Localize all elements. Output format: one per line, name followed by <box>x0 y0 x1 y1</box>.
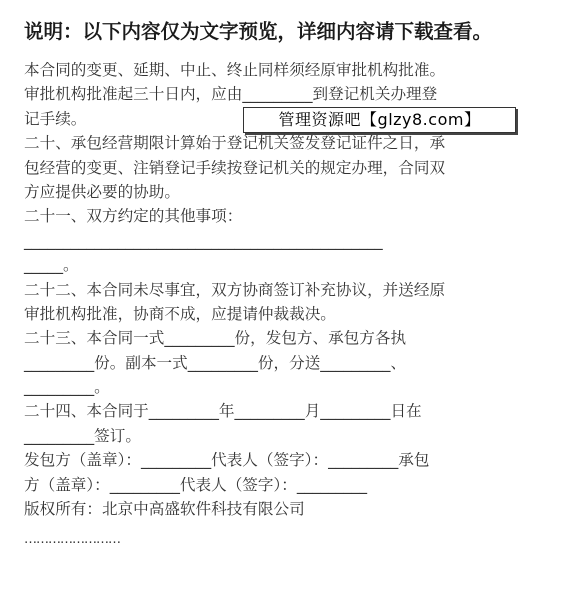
clause-20-line-3: 方应提供必要的协助。 <box>24 182 180 201</box>
clause-24-line-2: _________签订。 <box>24 426 141 445</box>
clause-20-line-1: 二十、承包经营期限计算始于登记机关签发登记证件之日，承 <box>24 134 446 153</box>
clause-24-line-1: 二十四、本合同于_________年_________月_________日在 <box>24 402 422 421</box>
site-watermark: 管理资源吧【glzy8.com】 <box>243 107 516 133</box>
clause-19-line-2: 审批机构批准起三十日内，应由_________到登记机关办理登 <box>24 85 438 104</box>
clause-20-line-2: 包经营的变更、注销登记手续按登记机关的规定办理，合同双 <box>24 158 446 177</box>
clause-21-blank-end: _____。 <box>24 256 79 275</box>
ellipsis-dots: …………………… <box>24 532 120 547</box>
clause-23-line-2: _________份。副本一式_________份，分送_________、 <box>24 353 407 372</box>
clause-23-line-1: 二十三、本合同一式_________份，发包方、承包方各执 <box>24 329 407 348</box>
clause-21-blank-line: ______________________________________________ <box>24 231 383 250</box>
clause-22-line-1: 二十二、本合同未尽事宜，双方协商签订补充协议，并送经原 <box>24 280 446 299</box>
clause-22-line-2: 审批机构批准，协商不成，应提请仲裁裁决。 <box>24 304 336 323</box>
preview-notice: 说明：以下内容仅为文字预览，详细内容请下载查看。 <box>24 20 493 43</box>
clause-19-line-1: 本合同的变更、延期、中止、终止同样须经原审批机构批准。 <box>24 61 446 79</box>
copyright-line: 版权所有：北京中高盛软件科技有限公司 <box>24 500 305 519</box>
signature-line-2: 方（盖章）：_________代表人（签字）：_________ <box>24 475 368 494</box>
clause-21-line-1: 二十一、双方约定的其他事项： <box>24 207 243 226</box>
clause-19-line-3: 记手续。 <box>24 109 87 128</box>
clause-23-line-3: _________。 <box>24 378 110 397</box>
signature-line-1: 发包方（盖章）：_________代表人（签字）：_________承包 <box>24 451 430 470</box>
